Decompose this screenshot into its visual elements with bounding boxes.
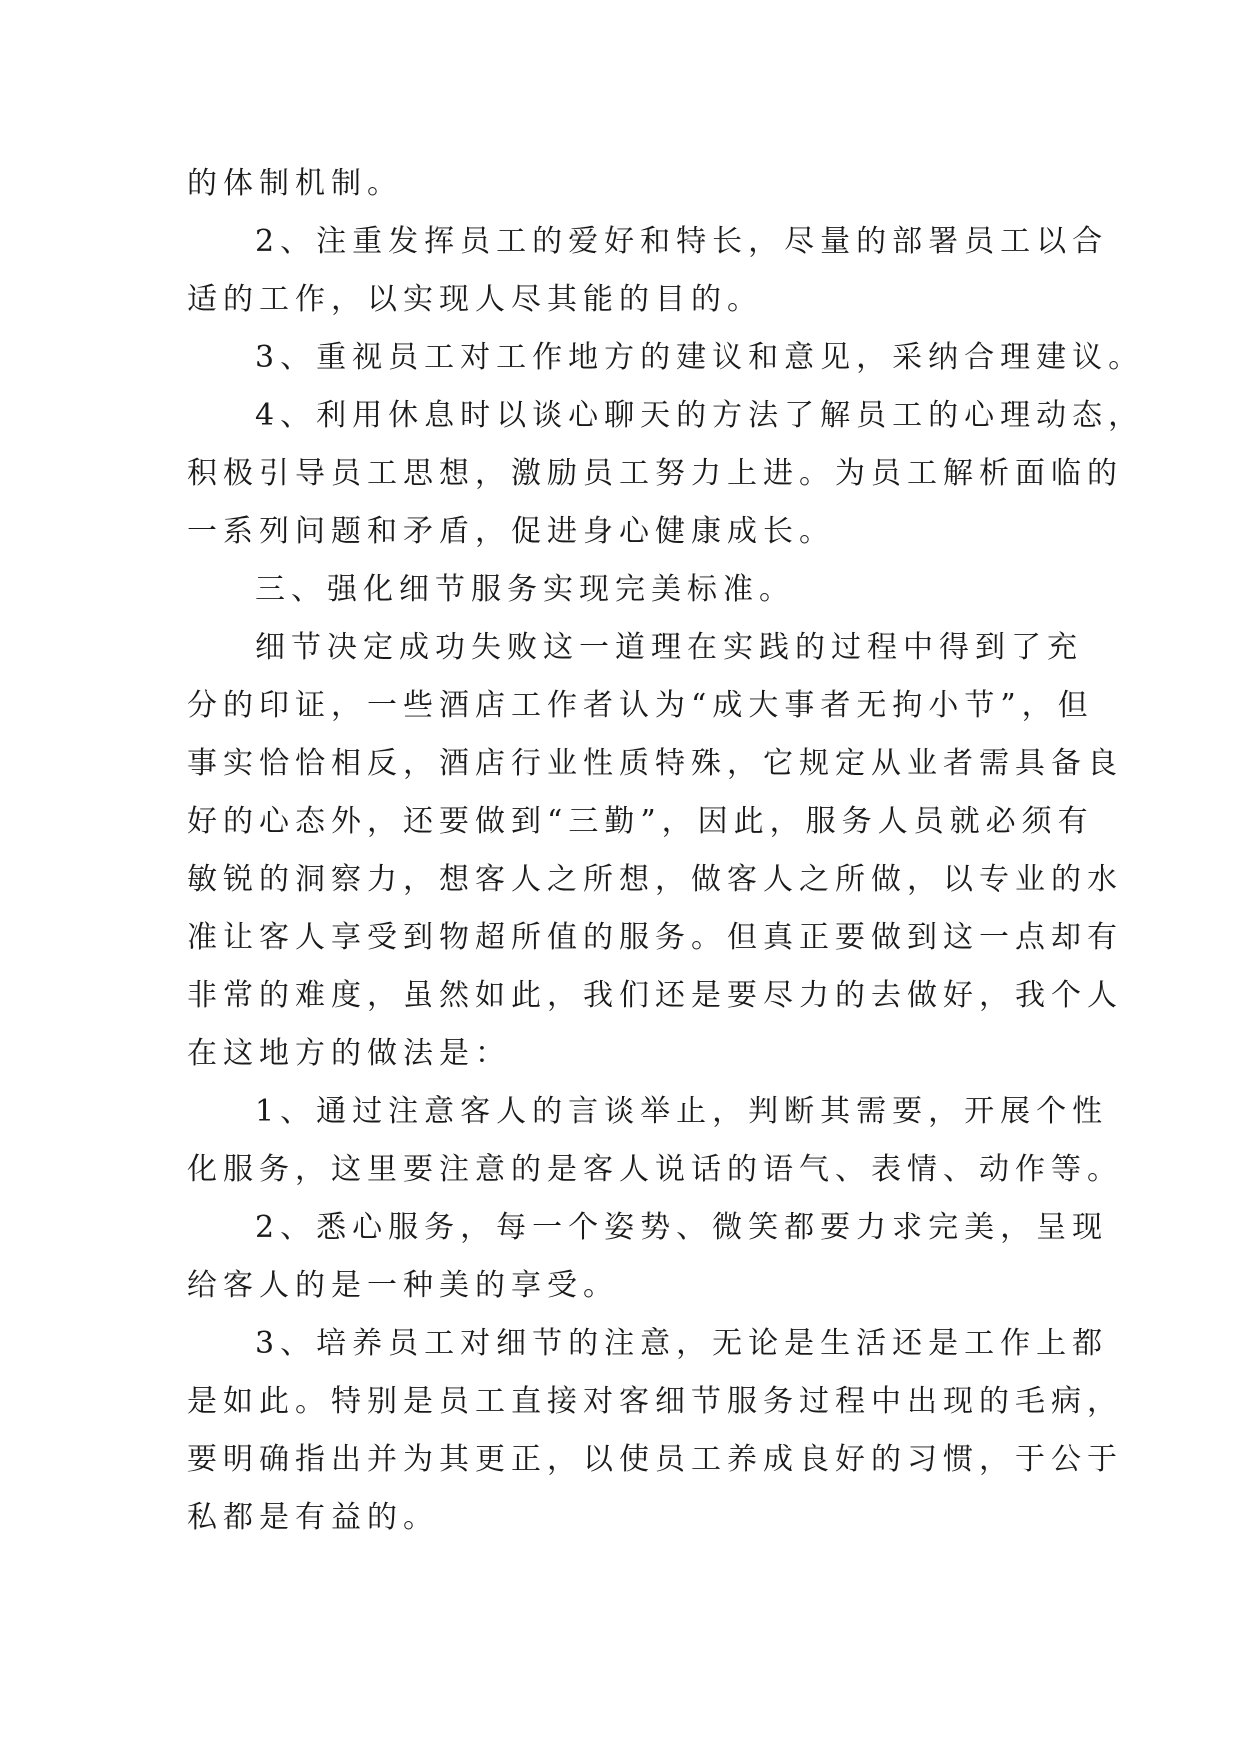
text-line: 化服务，这里要注意的是客人说话的语气、表情、动作等。 — [187, 1152, 1123, 1187]
text-line: 3、重视员工对工作地方的建议和意见，采纳合理建议。 — [255, 340, 1145, 375]
text-line: 2、注重发挥员工的爱好和特长，尽量的部署员工以合 — [255, 224, 1109, 259]
text-line: 事实恰恰相反，酒店行业性质特殊，它规定从业者需具备良 — [187, 746, 1123, 781]
text-line: 的体制机制。 — [187, 166, 403, 201]
text-line: 2、悉心服务，每一个姿势、微笑都要力求完美，呈现 — [255, 1210, 1109, 1245]
text-line: 适的工作，以实现人尽其能的目的。 — [187, 282, 763, 317]
text-line: 私都是有益的。 — [187, 1500, 439, 1535]
text-line: 3、培养员工对细节的注意，无论是生活还是工作上都 — [255, 1326, 1109, 1361]
text-line: 要明确指出并为其更正，以使员工养成良好的习惯，于公于 — [187, 1442, 1123, 1477]
text-line: 积极引导员工思想，激励员工努力上进。为员工解析面临的 — [187, 456, 1123, 491]
text-line: 一系列问题和矛盾，促进身心健康成长。 — [187, 514, 835, 549]
text-line: 4、利用休息时以谈心聊天的方法了解员工的心理动态， — [255, 398, 1145, 433]
text-line: 敏锐的洞察力，想客人之所想，做客人之所做，以专业的水 — [187, 862, 1123, 897]
text-line: 1、通过注意客人的言谈举止，判断其需要，开展个性 — [255, 1094, 1109, 1129]
text-line: 分的印证，一些酒店工作者认为“成大事者无拘小节”，但 — [187, 688, 1094, 723]
text-line: 给客人的是一种美的享受。 — [187, 1268, 619, 1303]
text-line: 三、强化细节服务实现完美标准。 — [255, 572, 795, 607]
text-line: 准让客人享受到物超所值的服务。但真正要做到这一点却有 — [187, 920, 1123, 955]
text-line: 是如此。特别是员工直接对客细节服务过程中出现的毛病， — [187, 1384, 1123, 1419]
text-line: 细节决定成功失败这一道理在实践的过程中得到了充 — [255, 630, 1083, 665]
text-line: 在这地方的做法是： — [187, 1036, 511, 1071]
document-body — [187, 155, 1145, 1547]
text-line: 非常的难度，虽然如此，我们还是要尽力的去做好，我个人 — [187, 978, 1123, 1013]
text-line: 好的心态外，还要做到“三勤”，因此，服务人员就必须有 — [187, 804, 1094, 839]
